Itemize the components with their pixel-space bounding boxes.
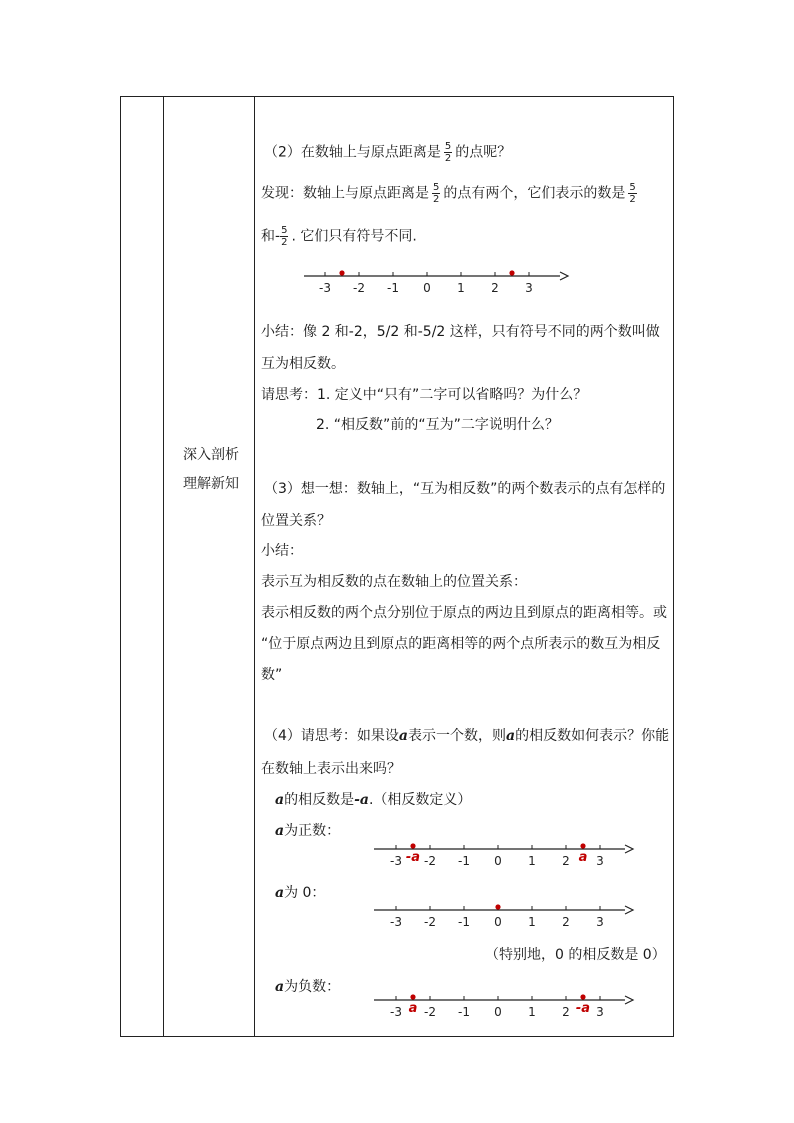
- tick-label: 2: [562, 854, 570, 868]
- frac-den-c: 2: [629, 194, 636, 205]
- tick-label: -2: [353, 281, 365, 295]
- tick-label: 1: [528, 1005, 536, 1019]
- point-marker: [410, 994, 415, 999]
- discovery-line2-prefix: 和-: [261, 228, 281, 245]
- tick-label: -1: [458, 854, 470, 868]
- fraction-5-2d: [280, 225, 288, 248]
- point-label: -a: [575, 1001, 591, 1016]
- q4-line1-b: 表示一个数，则: [408, 728, 506, 744]
- frac-den: 2: [444, 153, 452, 164]
- q3-summary-4: 数”: [261, 667, 283, 683]
- q2-line: [264, 141, 511, 164]
- q4-zero-label: [275, 884, 325, 902]
- var-a-4: a: [275, 823, 285, 839]
- fraction-5-2: [444, 141, 452, 164]
- tick-label: 2: [491, 281, 499, 295]
- frac-den-d: 2: [281, 237, 288, 248]
- tick-label: 0: [423, 281, 431, 295]
- tick-label: -1: [458, 915, 470, 929]
- q4-special-note: （特别地，0 的相反数是 0）: [485, 947, 666, 963]
- q2-suffix: 的点呢？: [455, 144, 512, 161]
- tick-label: 3: [596, 1005, 604, 1019]
- number-line-positive: [370, 838, 635, 870]
- fraction-5-2b: [432, 182, 440, 205]
- point-label: -a: [405, 850, 421, 865]
- tick-label: 2: [562, 915, 570, 929]
- tick-label: 1: [457, 281, 465, 295]
- frac-num-b: 5: [433, 182, 440, 193]
- tick-label: 3: [596, 915, 604, 929]
- point-marker: [339, 270, 344, 275]
- def-a: 的相反数是: [284, 792, 355, 808]
- frac-num-c: 5: [629, 182, 636, 193]
- tick-label: -1: [458, 1005, 470, 1019]
- def-b: .（相反数定义）: [368, 792, 472, 808]
- tick-label: -1: [387, 281, 399, 295]
- q3-line1: （3）想一想：数轴上，“互为相反数”的两个数表示的点有怎样的: [264, 481, 666, 497]
- tick-label: -2: [424, 1005, 436, 1019]
- summary1-line2: 互为相反数。: [261, 356, 345, 372]
- tick-label: -3: [319, 281, 331, 295]
- number-line-1: [300, 264, 570, 296]
- neg-label: 为负数：: [284, 979, 341, 995]
- point-marker: [509, 270, 514, 275]
- q4-line1-c: 的相反数如何表示？你能: [515, 728, 670, 744]
- point-marker: [495, 904, 500, 909]
- var-a-2: a: [506, 728, 516, 744]
- axis-arrow: [625, 845, 633, 853]
- section-label-line2: 理解新知: [183, 476, 239, 492]
- q2-prefix: （2）在数轴上与原点距离是: [264, 144, 441, 161]
- tick-label: 0: [494, 1005, 502, 1019]
- q4-line2: 在数轴上表示出来吗？: [261, 761, 401, 777]
- q3-summary-label: 小结：: [261, 543, 303, 559]
- q3-summary-1: 表示互为相反数的点在数轴上的位置关系：: [261, 574, 527, 590]
- tick-label: 3: [525, 281, 533, 295]
- q3-summary-2: 表示相反数的两个点分别位于原点的两边且到原点的距离相等。或: [261, 605, 667, 621]
- tick-label: -3: [390, 1005, 402, 1019]
- think-line2: 2. “相反数”前的“互为”二字说明什么？: [316, 417, 559, 433]
- tick-label: -3: [390, 854, 402, 868]
- var-a-3: a: [275, 792, 285, 808]
- var-a-5: a: [275, 885, 285, 901]
- column-divider-1: [163, 97, 164, 1036]
- column-divider-2: [254, 97, 255, 1036]
- q4-line1: [264, 727, 669, 745]
- summary1-line1: 小结：像 2 和-2，5/2 和-5/2 这样，只有符号不同的两个数叫做: [261, 324, 660, 340]
- tick-label: 0: [494, 915, 502, 929]
- fraction-5-2c: [628, 182, 636, 205]
- discovery-line1: [261, 182, 640, 205]
- pos-label: 为正数：: [284, 823, 341, 839]
- number-line-zero: [370, 899, 635, 931]
- q3-summary-3: “位于原点两边且到原点的距离相等的两个点所表示的数互为相反: [261, 636, 661, 652]
- q4-positive-label: [275, 822, 340, 840]
- tick-label: 1: [528, 915, 536, 929]
- discovery-line2-suffix: . 它们只有符号不同.: [291, 228, 417, 245]
- point-label: a: [408, 1001, 418, 1016]
- section-label: [176, 441, 246, 499]
- frac-den-b: 2: [433, 194, 440, 205]
- section-label-line1: 深入剖析: [183, 447, 239, 463]
- def-neg: -a: [354, 792, 369, 808]
- q3-line2: 位置关系？: [261, 513, 331, 529]
- q4-negative-label: [275, 978, 340, 996]
- frac-num: 5: [444, 141, 452, 152]
- number-line-negative: [370, 988, 635, 1022]
- think-line1: 请思考：1. 定义中“只有”二字可以省略吗？为什么？: [261, 387, 588, 403]
- point-marker: [580, 843, 585, 848]
- point-marker: [580, 994, 585, 999]
- axis-arrow: [625, 996, 633, 1004]
- var-a-1: a: [398, 728, 408, 744]
- axis-arrow: [560, 272, 568, 280]
- tick-label: -3: [390, 915, 402, 929]
- discovery-line2: [261, 225, 417, 248]
- point-marker: [410, 843, 415, 848]
- q4-line1-a: （4）请思考：如果设: [264, 728, 399, 744]
- discovery-part1: 发现：数轴上与原点距离是: [261, 185, 429, 202]
- tick-label: -2: [424, 854, 436, 868]
- zero-label: 为 0：: [284, 885, 326, 901]
- tick-label: 0: [494, 854, 502, 868]
- var-a-6: a: [275, 979, 285, 995]
- tick-label: 3: [596, 854, 604, 868]
- frac-num-d: 5: [281, 225, 288, 236]
- discovery-part2: 的点有两个，它们表示的数是: [443, 185, 626, 202]
- point-label: a: [578, 850, 588, 865]
- tick-label: -2: [424, 915, 436, 929]
- q4-definition: [275, 791, 471, 809]
- axis-arrow: [625, 906, 633, 914]
- tick-label: 1: [528, 854, 536, 868]
- tick-label: 2: [562, 1005, 570, 1019]
